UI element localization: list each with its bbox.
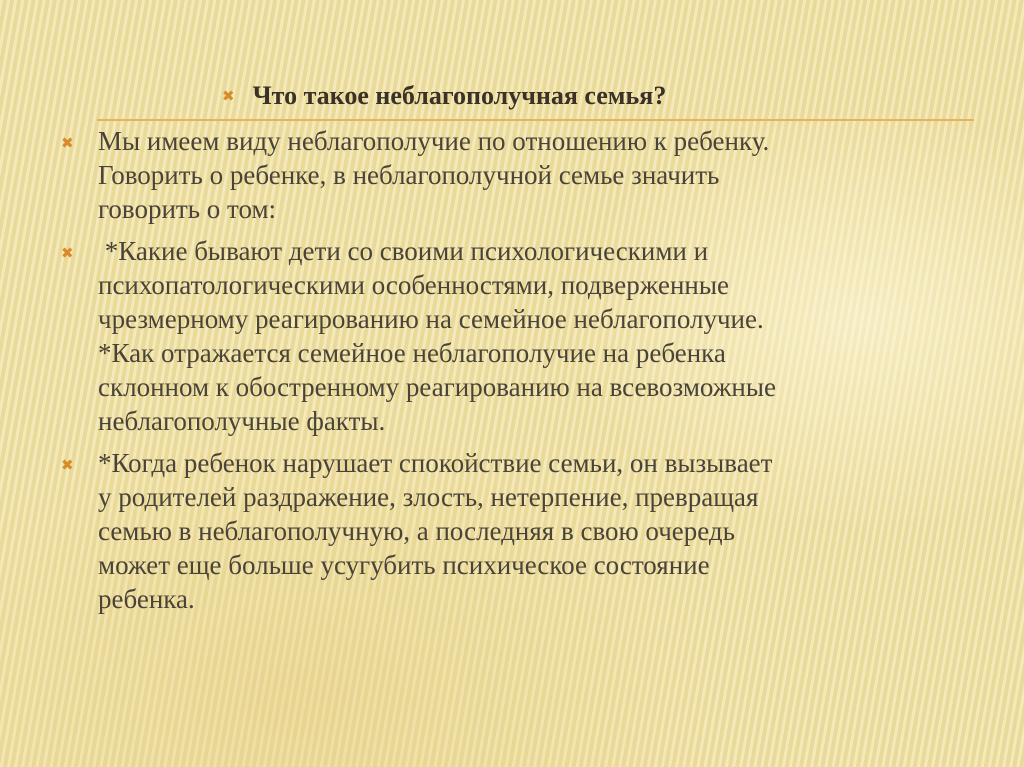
title-divider (97, 119, 974, 121)
text-line: *Как отражается семейное неблагополучие на ребенка (98, 338, 726, 368)
text-line: чрезмерному реагированию на семейное неблагополучие. (98, 304, 764, 334)
list-item-text (98, 234, 978, 438)
cross-bullet-icon: ✖ (61, 456, 74, 474)
text-line: Говорить о ребенке, в неблагополучной семье значить (98, 160, 720, 190)
list-item (58, 124, 978, 226)
text-line: говорить о том: (98, 194, 277, 224)
title-row (222, 78, 666, 114)
list-item (58, 234, 978, 438)
cross-bullet-icon: ✖ (61, 244, 74, 262)
cross-bullet-icon: ✖ (222, 86, 235, 105)
text-line: у родителей раздражение, злость, нетерпение, превращая (98, 482, 759, 512)
text-line: может еще больше усугубить психическое состояние (98, 550, 710, 580)
list-item-text (98, 446, 978, 616)
text-line: ребенка. (98, 584, 195, 614)
list-item (58, 446, 978, 616)
text-line: склонном к обостренному реагированию на всевозможные (98, 372, 776, 402)
text-line: семью в неблагополучную, а последняя в свою очередь (98, 516, 735, 546)
slide-title: Что такое неблагополучная семья? (252, 81, 667, 110)
bullet-list (58, 124, 978, 624)
cross-bullet-icon: ✖ (61, 134, 74, 152)
text-line: Мы имеем виду неблагополучие по отношению к ребенку. (98, 126, 770, 156)
text-line: психопатологическими особенностями, подверженные (98, 270, 730, 300)
text-line: неблагополучные факты. (98, 406, 386, 436)
text-line: *Какие бывают дети со своими психологическими и (98, 236, 709, 266)
list-item-text (98, 124, 978, 226)
text-line: *Когда ребенок нарушает спокойствие семьи, он вызывает (98, 448, 773, 478)
